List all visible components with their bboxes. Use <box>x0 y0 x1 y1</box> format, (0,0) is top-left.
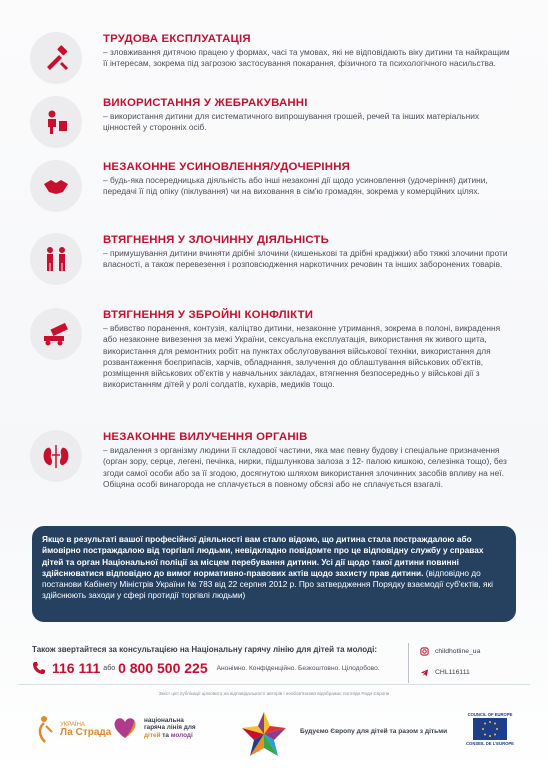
disclaimer: Зміст цієї публікації цілковито на відповідальності авторів і необов'язково відображає погляди Ради Європи <box>158 691 390 696</box>
section-body: – будь-яка посередницька діяльність або інші незаконні дії щодо усиновлення (удочеріння) дитини, передачі її під опіку (піклування) чи на виховання в сім'ю громадян, зокрема у комерційних цілях. <box>103 175 488 197</box>
section-body: – видалення з організму людини її складової частини, яка має певну будову і спеціальне призначення (орган зору, серце, легені, печінка, нирки, підшлункова залоза з 12- палою кишкою, селезінка тощо), без згоди самої особи або за її згодою, досягнутою шляхом використання злочинних засобів впливу на неї. Обіцяна особі винагорода не сплачується в повному обсязі або не сплачується взагалі. <box>103 445 507 489</box>
hotline-tagline: Анонімно. Конфіденційно. Безкоштовно. Цілодобово. <box>216 664 380 672</box>
eu-flag-icon <box>473 718 507 740</box>
section-title: ВТЯГНЕННЯ У ЗЛОЧИННУ ДІЯЛЬНІСТЬ <box>103 234 330 246</box>
handshake-icon <box>30 160 82 212</box>
instagram-icon <box>420 647 429 656</box>
kidneys-icon <box>30 430 82 482</box>
section-body: – зловживання дитячою працею у формах, часі та умовах, які не відповідають віку дитини та найкращим її інтересам, зокрема під загрозою застосування покарання, фізичного та психологічного насильства. <box>103 47 510 69</box>
tools-icon <box>30 32 82 84</box>
la-strada-name: Ла Страда <box>60 727 112 738</box>
telegram-icon <box>420 668 429 677</box>
section-title: ВИКОРИСТАННЯ У ЖЕБРАКУВАННІ <box>103 97 308 109</box>
begging-icon <box>30 96 82 148</box>
section-title: ВТЯГНЕННЯ У ЗБРОЙНІ КОНФЛІКТИ <box>103 309 314 321</box>
building-europe-logo <box>240 710 288 763</box>
notice-box <box>32 526 516 622</box>
coe-bottom-text: CONSEIL DE L'EUROPE <box>466 741 514 746</box>
hotline-logo-youth: молоді <box>170 731 193 739</box>
rocket-launcher-icon <box>30 308 82 360</box>
section-body: – вбивство поранення, контузія, каліцтво дитини, незаконне утримання, зокрема в полоні, викрадення або незаконне вивезення за межі України, сексуальна експлуатація, використання як живого щита, використання для ремонтних робіт на пунктах обслуговування військової техніки, використання для розвантаження боєприпасів, харчів, обладнання, залучення до облаштування військових об'єктів, розміщення військових об'єктів у навчальних закладах, втягнення безпосередньо у військові дії з використанням дітей у ролі солдатів, кухарів, медиків тощо. <box>103 323 501 390</box>
hotline-logo-line2: гаряча лінія для <box>144 724 196 732</box>
hotline-logo-line1: національна <box>144 716 184 724</box>
building-europe-text: Будуємо Європу для дітей та разом з дітьми <box>300 728 448 735</box>
council-of-europe-logo <box>466 712 514 746</box>
telegram-handle: CHL116111 <box>435 669 470 676</box>
phone-row <box>32 660 380 676</box>
instagram-handle: childhotline_ua <box>435 648 481 655</box>
la-strada-mark-icon <box>36 714 56 744</box>
partner-logos <box>0 706 548 766</box>
la-strada-small-text: УКРАЇНА <box>60 722 85 728</box>
section-title: НЕЗАКОННЕ УСИНОВЛЕННЯ/УДОЧЕРІННЯ <box>103 161 351 173</box>
hotline-logo <box>112 716 196 740</box>
phone-or: або <box>103 664 116 672</box>
la-strada-logo <box>36 714 111 744</box>
instagram-link[interactable] <box>420 647 480 656</box>
section-body: – примушування дитини вчиняти дрібні злочини (кишенькові та дрібні крадіжки) або тяжкі злочини проти власності, а також перевезення і розповсюдження наркотичних речовин та інших заборонених товарів. <box>103 248 508 270</box>
hotline-logo-children: дітей <box>144 731 161 739</box>
contacts-heading: Також звертайтеся за консультацією на Національну гарячу лінію для дітей та молоді: <box>32 645 378 654</box>
section-title: НЕЗАКОННЕ ВИЛУЧЕННЯ ОРГАНІВ <box>103 431 308 443</box>
section-title: ТРУДОВА ЕКСПЛУАТАЦІЯ <box>103 33 251 45</box>
footer-divider <box>18 684 530 685</box>
hotline-phone-2[interactable]: 0 800 500 225 <box>118 660 208 676</box>
notice-main-text: Якщо в результаті вашої професійної діяльності вам стало відомо, що дитина стала постраждалою або ймовірно постраждалою від торгівлі людьми, невідкладно повідомте про це відповідну службу у справах дітей та орган Національної поліції за місцем перебування дитини. Усі дії щодо такої дитини повинні здійснюватися відповідно до вимог нормативно-правових актів щодо захисту прав дитини. <box>42 534 484 578</box>
telegram-link[interactable] <box>420 668 470 677</box>
star-logo-icon <box>240 710 288 758</box>
section-body: – використання дитини для систематичного випрошування грошей, речей та інших матеріальних цінностей у сторонніх осіб. <box>103 111 480 133</box>
hotline-phone-1[interactable]: 116 111 <box>52 660 101 676</box>
phone-icon <box>32 661 46 675</box>
notice-legal-note: (відповідно до постанови Кабінету Міністрів України № 783 від 22 серпня 2012 р. Про затвердження Порядку взаємодії суб'єктів, які здійснюють заходи у сфері протидії торгівлі людьми) <box>42 567 494 601</box>
hotline-logo-and: та <box>160 731 171 739</box>
heart-icon <box>112 716 138 740</box>
coe-top-text: COUNCIL OF EUROPE <box>467 712 513 717</box>
people-icon <box>30 233 82 285</box>
contacts-divider <box>408 643 409 683</box>
